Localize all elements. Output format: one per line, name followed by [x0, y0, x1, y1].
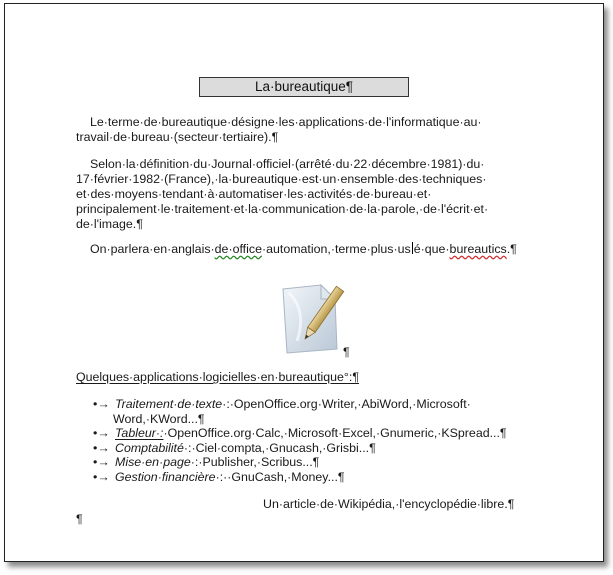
grammar-flag[interactable]: de·office — [214, 242, 262, 256]
paragraph-intro[interactable]: Le·terme·de·bureautique·désigne·les·applications·de·l'informatique·au· travail·de·bureau·(secteur·tertiaire).¶ — [76, 115, 482, 144]
spelling-flag[interactable]: bureautics — [449, 242, 507, 256]
document-page[interactable] — [4, 3, 604, 562]
list-item[interactable]: •→ Mise·en·page·:·Publisher,·Scribus...¶ — [93, 455, 320, 469]
list-item[interactable]: •→ Traitement·de·texte·:·OpenOffice.org·Writer,·AbiWord,·Microsoft· Word,·KWord...¶ — [93, 397, 471, 426]
paragraph-english[interactable]: On·parlera·en·anglais·de·office·automation,·terme·plus·us é·que·bureautics.¶ — [90, 242, 517, 256]
section-heading[interactable]: Quelques·applications·logicielles·en·bureautique°:¶ — [76, 370, 359, 384]
final-paragraph-mark[interactable]: ¶ — [76, 512, 83, 526]
list-item[interactable]: •→ Comptabilité·:·Ciel·compta,·Gnucash,·Grisbi...¶ — [93, 440, 376, 455]
text-cursor — [412, 242, 413, 254]
document-title[interactable]: La·bureautique¶ — [199, 77, 409, 97]
list-item[interactable]: •→ Tableur·:·OpenOffice.org·Calc,·Microsoft·Excel,·Gnumeric,·KSpread...¶ — [93, 426, 507, 440]
source-attribution[interactable]: Un·article·de·Wikipédia,·l'encyclopédie·libre.¶ — [263, 497, 515, 511]
image-paragraph-mark: ¶ — [343, 345, 350, 359]
paragraph-definition[interactable]: Selon·la·définition·du·Journal·officiel·(arrêté·du·22·décembre·1981)·du· 17·février·1982·(France),·la·bureautique·est·un·ensemble·des·techniques· et·des·moyens·tendant·à·automatiser·les·activités·de·bureau·et· principalement·le·traitement·et·la·communication·de·la·parole,·de·l'écrit·et· de·l'image.¶ — [76, 157, 489, 231]
applications-list — [93, 397, 553, 484]
list-item[interactable]: •→ Gestion·financière·:··GnuCash,·Money...¶ — [93, 469, 345, 484]
document-pencil-icon[interactable] — [277, 281, 345, 355]
